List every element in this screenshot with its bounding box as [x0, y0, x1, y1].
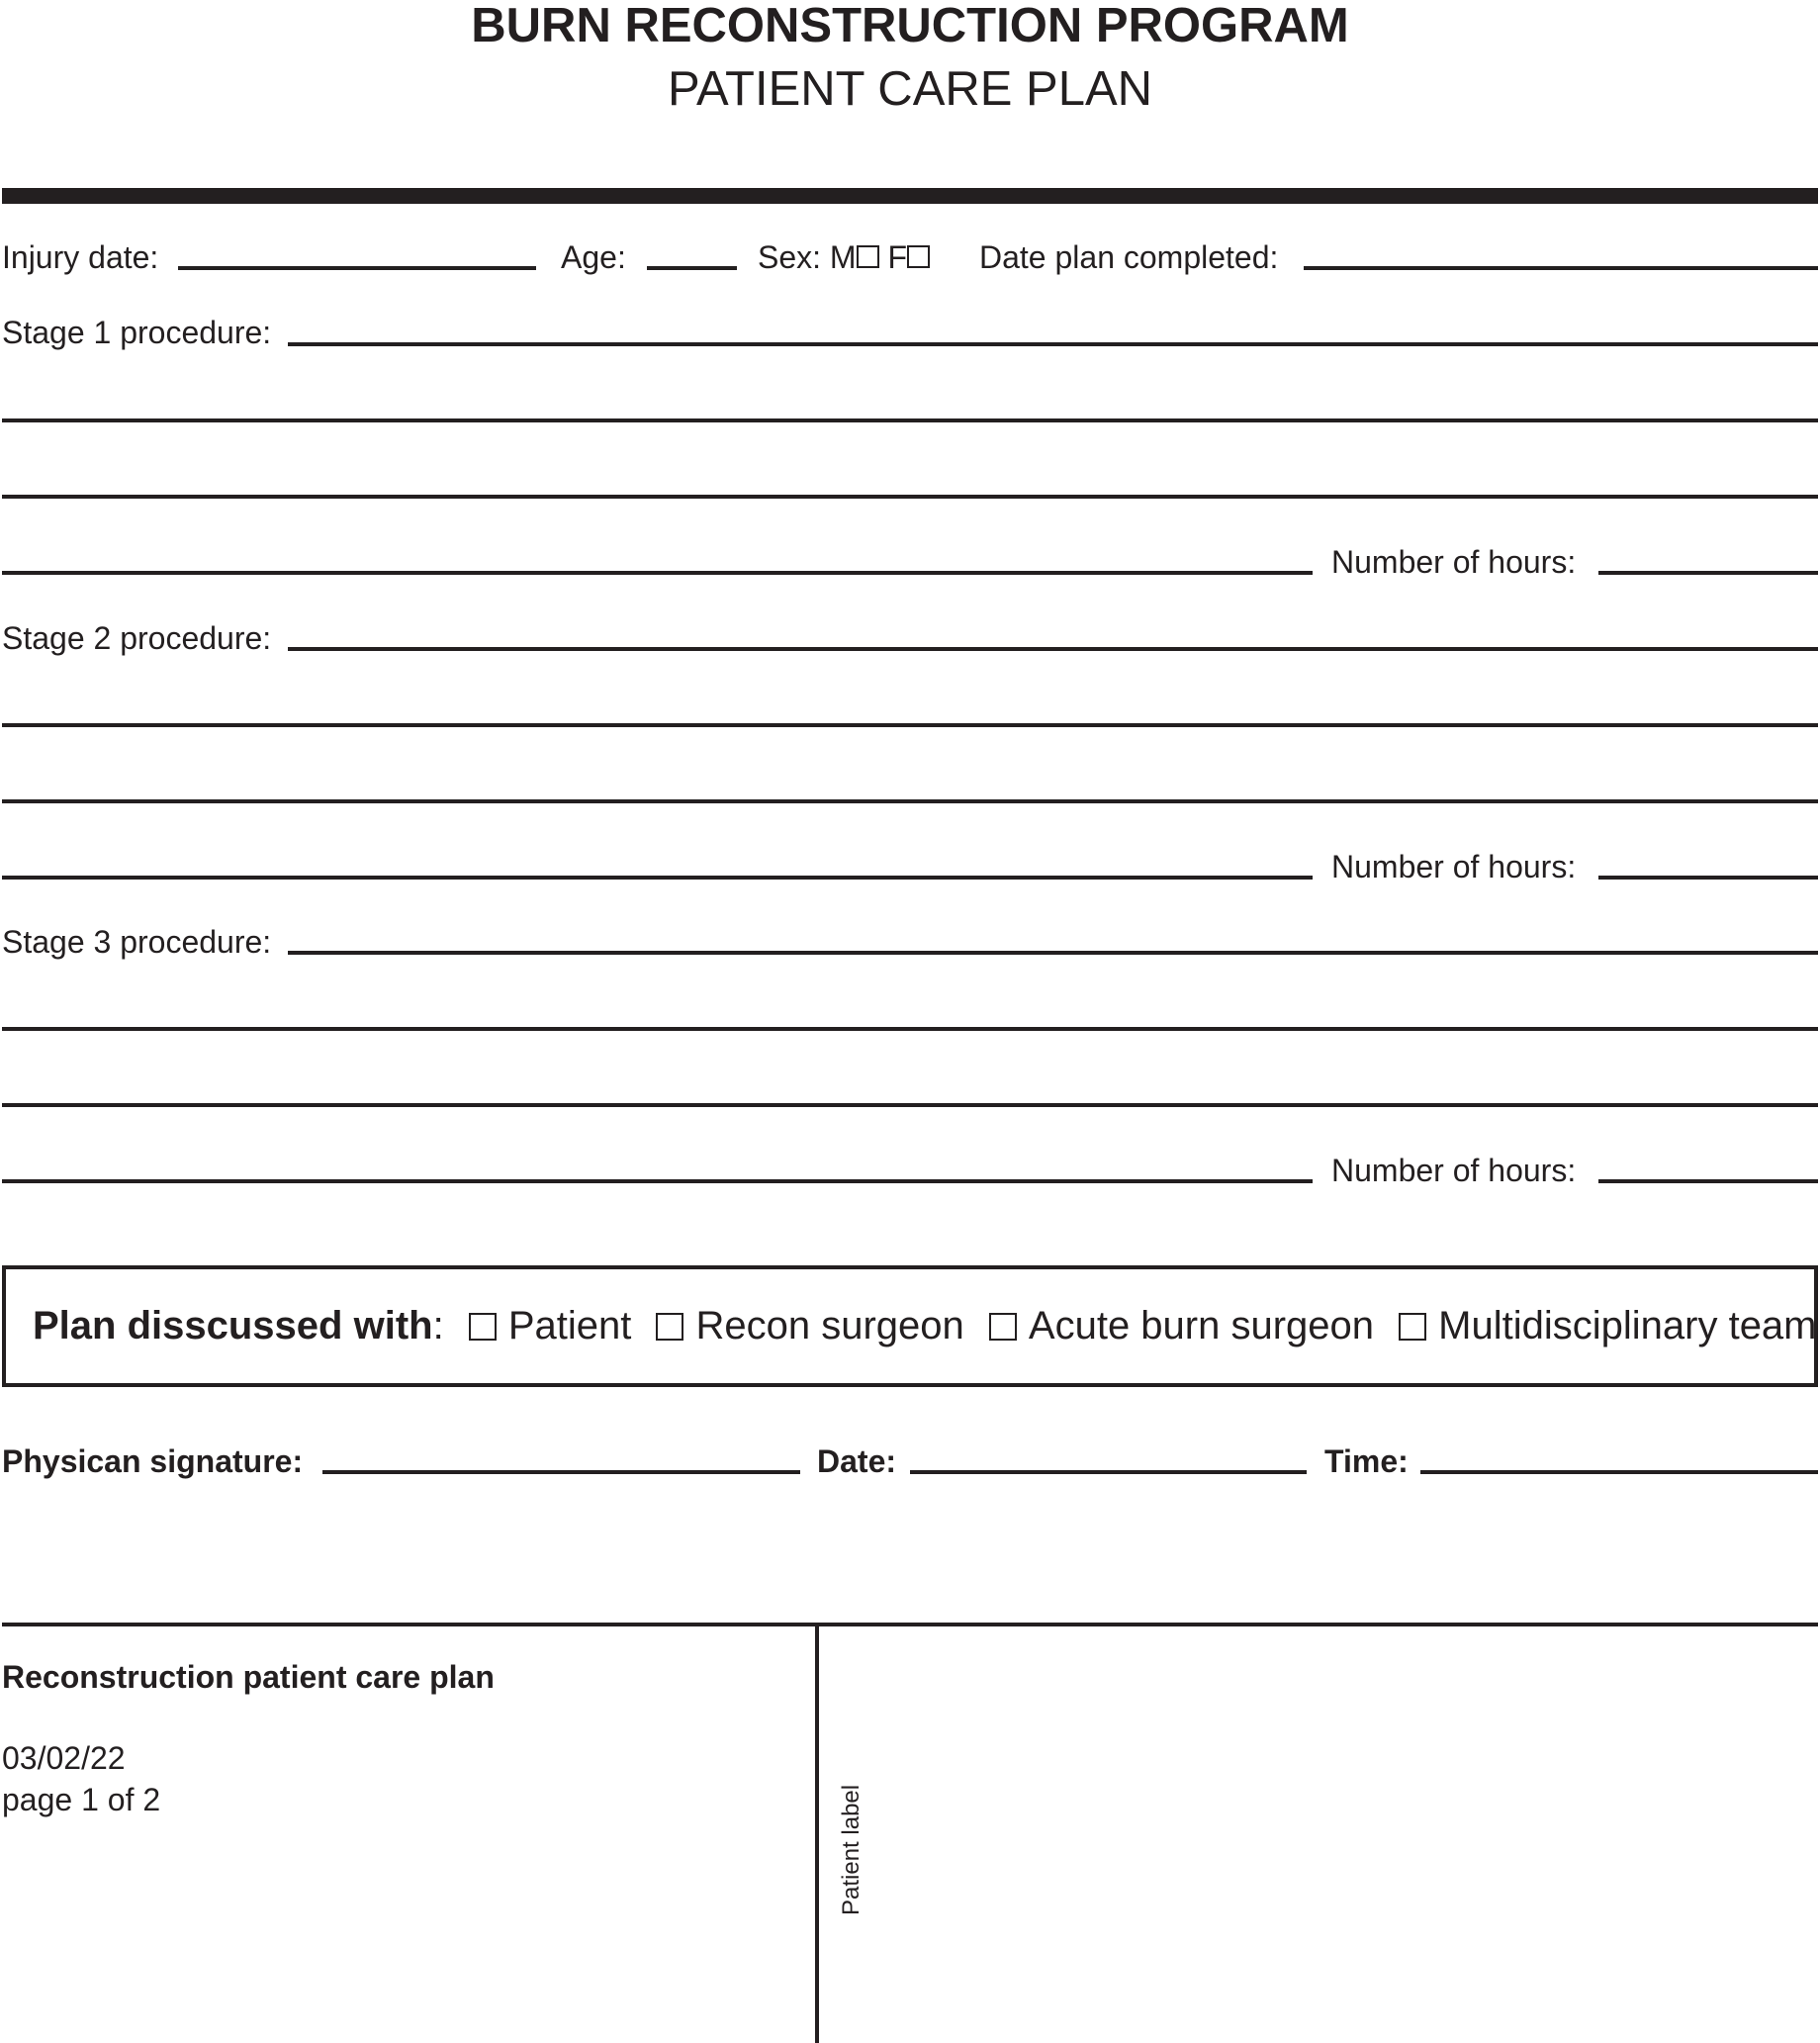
- stage-3-hours-field[interactable]: [1598, 1179, 1818, 1183]
- stage-2-line-4[interactable]: [2, 876, 1313, 880]
- footer-page-number: page 1 of 2: [2, 1782, 161, 1817]
- stage-1-line-1[interactable]: [288, 342, 1818, 346]
- plan-option-patient: Patient: [507, 1304, 632, 1347]
- stage-1-line-2[interactable]: [2, 418, 1818, 422]
- plan-discussed-colon: :: [432, 1304, 444, 1347]
- stage-1-line-3[interactable]: [2, 495, 1818, 499]
- footer-form-title: Reconstruction patient care plan: [2, 1659, 495, 1695]
- form-title: BURN RECONSTRUCTION PROGRAM: [471, 0, 1349, 52]
- stage-3-hours-label: Number of hours:: [1331, 1153, 1577, 1188]
- stage-1-hours-field[interactable]: [1598, 571, 1818, 575]
- plan-option-acute-burn-surgeon: Acute burn surgeon: [1028, 1304, 1375, 1347]
- plan-option-multidisciplinary-team: Multidisciplinary team: [1438, 1304, 1817, 1347]
- physician-signature-label: Physican signature:: [2, 1443, 304, 1479]
- header-divider: [2, 188, 1818, 204]
- plan-patient-checkbox[interactable]: [469, 1313, 497, 1341]
- footer-date: 03/02/22: [2, 1740, 126, 1776]
- signature-date-label: Date:: [817, 1443, 897, 1479]
- physician-signature-field[interactable]: [322, 1470, 800, 1474]
- footer-column-divider: [815, 1625, 819, 2043]
- stage-1-line-4[interactable]: [2, 571, 1313, 575]
- date-plan-completed-label: Date plan completed:: [979, 239, 1279, 275]
- signature-time-label: Time:: [1324, 1443, 1409, 1479]
- stage-2-hours-field[interactable]: [1598, 876, 1818, 880]
- stage-3-line-3[interactable]: [2, 1103, 1818, 1107]
- date-plan-completed-field[interactable]: [1304, 266, 1818, 270]
- plan-discussed-row: [33, 1304, 1817, 1347]
- stage-3-line-1[interactable]: [288, 951, 1818, 955]
- injury-date-field[interactable]: [178, 266, 536, 270]
- plan-multidisciplinary-team-checkbox[interactable]: [1399, 1313, 1426, 1341]
- stage-2-line-2[interactable]: [2, 723, 1818, 727]
- stage-2-hours-label: Number of hours:: [1331, 849, 1577, 884]
- sex-female-checkbox[interactable]: [907, 245, 930, 268]
- signature-time-field[interactable]: [1420, 1470, 1818, 1474]
- stage-2-line-1[interactable]: [288, 647, 1818, 651]
- sex-label: Sex: M: [758, 239, 857, 275]
- stage-2-label: Stage 2 procedure:: [2, 620, 272, 656]
- stage-1-label: Stage 1 procedure:: [2, 315, 272, 350]
- stage-3-line-2[interactable]: [2, 1027, 1818, 1031]
- form-subtitle: PATIENT CARE PLAN: [667, 62, 1153, 116]
- plan-recon-surgeon-checkbox[interactable]: [656, 1313, 683, 1341]
- injury-date-label: Injury date:: [2, 239, 159, 275]
- sex-female-label: F: [887, 239, 908, 275]
- plan-option-recon-surgeon: Recon surgeon: [695, 1304, 964, 1347]
- age-label: Age:: [561, 239, 626, 275]
- age-field[interactable]: [647, 266, 737, 270]
- sex-field: [758, 239, 930, 275]
- stage-2-line-3[interactable]: [2, 799, 1818, 803]
- plan-discussed-label: Plan disscussed with: [33, 1304, 433, 1347]
- plan-acute-burn-surgeon-checkbox[interactable]: [989, 1313, 1017, 1341]
- sex-male-checkbox[interactable]: [857, 245, 879, 268]
- stage-3-line-4[interactable]: [2, 1179, 1313, 1183]
- signature-date-field[interactable]: [910, 1470, 1307, 1474]
- footer-divider: [2, 1623, 1818, 1626]
- patient-label-area: Patient label: [838, 1784, 864, 1915]
- stage-1-hours-label: Number of hours:: [1331, 544, 1577, 580]
- stage-3-label: Stage 3 procedure:: [2, 924, 272, 960]
